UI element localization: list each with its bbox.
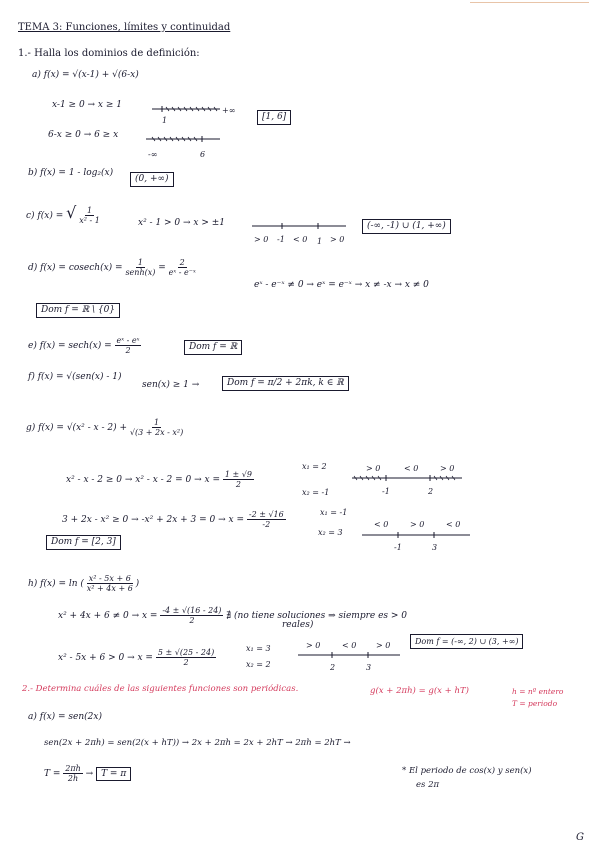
top-margin-line	[470, 2, 589, 3]
c-number-line	[252, 222, 348, 234]
g-denominator: √(3 + 2x - x²)	[129, 428, 184, 437]
e-answer: Dom f = ℝ	[184, 340, 242, 355]
g-function-prefix: g) f(x) = √(x² - x - 2) +	[26, 423, 127, 433]
f-condition: sen(x) ≥ 1 →	[142, 380, 200, 390]
a-function: a) f(x) = √(x-1) + √(6-x)	[32, 70, 139, 80]
g-solution-1-num: 1 ± √9	[224, 470, 252, 479]
ex2-a-answer: T = π	[96, 767, 131, 781]
d-condition: eˣ - e⁻ˣ ≠ 0 → eˣ = e⁻ˣ → x ≠ -x → x ≠ 0	[254, 280, 429, 290]
h-function	[28, 574, 139, 593]
c-sign-1: > 0	[254, 235, 269, 244]
g-sign2-3: < 0	[446, 520, 461, 529]
g-tick1-2: 2	[428, 487, 434, 496]
g-solution-2-den: -2	[262, 520, 271, 529]
a-condition-2: 6-x ≥ 0 → 6 ≥ x	[48, 130, 119, 140]
h-condition-2	[58, 648, 216, 667]
c-function	[26, 203, 100, 225]
c-denominator: x² - 1	[79, 216, 100, 225]
exercise-1-title: 1.- Halla los dominios de definición:	[18, 48, 200, 59]
h-numerator: x² - 5x + 6	[88, 574, 131, 583]
e-denominator: 2	[125, 346, 131, 355]
d-equals: =	[158, 263, 169, 273]
g-condition-1	[66, 470, 254, 489]
e-numerator: eˣ - eˣ	[116, 336, 140, 345]
h-denominator: x² + 4x + 6	[86, 584, 133, 593]
g-condition-2-text: 3 + 2x - x² ≥ 0 → -x² + 2x + 3 = 0 → x =	[62, 515, 244, 525]
g-solution-1	[223, 470, 254, 489]
h-sign2-3: > 0	[376, 641, 391, 650]
a-line2-left: -∞	[148, 150, 158, 159]
g-sign1-2: < 0	[404, 464, 419, 473]
g-number-line-2	[362, 531, 472, 543]
g-numerator: 1	[153, 418, 160, 427]
ex2-a-period-num: 2πh	[65, 764, 81, 773]
e-function	[28, 336, 141, 355]
number-line-2	[146, 134, 222, 148]
ex2-a-period-fraction	[63, 764, 83, 783]
h-function-prefix: h) f(x) = ln (	[28, 579, 84, 589]
c-condition: x² - 1 > 0 → x > ±1	[138, 218, 226, 228]
g-condition-1-text: x² - x - 2 ≥ 0 → x² - x - 2 = 0 → x =	[66, 475, 221, 485]
f-function: f) f(x) = √(sen(x) - 1)	[28, 372, 122, 382]
h-condition-1-text: x² + 4x + 6 ≠ 0 → x =	[58, 611, 158, 621]
d-fraction-2	[169, 258, 196, 277]
g-sign1-1: > 0	[366, 464, 381, 473]
g-fraction	[130, 418, 183, 437]
g-function	[26, 418, 183, 437]
h-answer: Dom f = (-∞, 2) ∪ (3, +∞)	[410, 634, 523, 649]
ex2-a-derivation: sen(2x + 2πh) = sen(2(x + hT)) → 2x + 2πh = 2x + 2hT → 2πh = 2hT →	[44, 738, 351, 748]
b-answer: (0, +∞)	[130, 172, 174, 187]
c-tick-2: 1	[317, 237, 323, 246]
g-tick1-1: -1	[382, 487, 390, 496]
b-function: b) f(x) = 1 - log₂(x)	[28, 168, 114, 178]
exercise-2-title: 2.- Determina cuáles de las siguientes funciones son periódicas.	[22, 684, 299, 694]
g-solution-2	[247, 510, 286, 529]
note-integer: h = nº entero	[512, 687, 564, 696]
h-function-suffix: )	[135, 579, 140, 589]
g-tick2-1: -1	[394, 543, 402, 552]
h-condition-2-text: x² - 5x + 6 > 0 → x =	[58, 653, 153, 663]
e-function-prefix: e) f(x) = sech(x) =	[28, 341, 112, 351]
page-mark: G	[576, 832, 584, 843]
g-number-line-1	[352, 474, 464, 486]
ex2-a-function: a) f(x) = sen(2x)	[28, 712, 102, 722]
g-root-1a: x₁ = 2	[302, 462, 327, 471]
h-condition-1	[58, 606, 407, 625]
g-solution-2-num: -2 ± √16	[248, 510, 284, 519]
h-note-1b: reales)	[282, 620, 314, 630]
ex2-a-arrow: →	[85, 769, 97, 779]
g-root-1b: x₂ = -1	[302, 488, 330, 497]
c-numerator: 1	[86, 206, 93, 215]
a-condition-1: x-1 ≥ 0 → x ≥ 1	[52, 100, 123, 110]
d-fraction-1-num: 1	[137, 258, 143, 267]
g-root-2b: x₂ = 3	[318, 528, 343, 537]
h-fraction	[87, 574, 133, 593]
g-tick2-2: 3	[432, 543, 438, 552]
h-sign2-2: < 0	[342, 641, 357, 650]
g-condition-2	[62, 510, 286, 529]
h-root-2a: x₁ = 3	[246, 644, 271, 653]
h-root-2b: x₂ = 2	[246, 660, 271, 669]
h-tick2-1: 2	[330, 663, 336, 672]
ex2-a-period-den: 2h	[67, 774, 79, 783]
h-solution-2	[156, 648, 216, 667]
d-answer: Dom f = ℝ \ {0}	[36, 303, 120, 318]
d-fraction-1-den: senh(x)	[125, 268, 156, 277]
a-answer: [1, 6]	[257, 110, 291, 125]
c-function-prefix: c) f(x) =	[26, 211, 64, 221]
f-answer: Dom f = π/2 + 2πk, k ∈ ℝ	[222, 376, 349, 391]
a-line2-tick: 6	[200, 150, 206, 159]
g-solution-1-den: 2	[235, 480, 241, 489]
c-sqrt-symbol: √	[66, 203, 77, 222]
note-period: T = periodo	[512, 699, 558, 708]
h-note-1: ∄ (no tiene soluciones ⇒ siempre es > 0	[226, 611, 408, 621]
h-tick2-2: 3	[366, 663, 372, 672]
ex2-side-note-2: es 2π	[416, 780, 440, 790]
a-line1-tick: 1	[162, 116, 168, 125]
g-sign2-2: > 0	[410, 520, 425, 529]
h-solution-1-den: 2	[189, 616, 195, 625]
h-sign2-1: > 0	[306, 641, 321, 650]
d-fraction-2-den: eˣ - e⁻ˣ	[168, 268, 196, 277]
h-solution-1-num: -4 ± √(16 - 24)	[162, 606, 222, 615]
c-tick-1: -1	[277, 235, 285, 244]
periodicity-formula: g(x + 2πh) = g(x + hT)	[370, 686, 469, 696]
g-sign2-1: < 0	[374, 520, 389, 529]
ex2-a-period-prefix: T =	[44, 769, 61, 779]
e-fraction	[115, 336, 142, 355]
page-title: TEMA 3: Funciones, límites y continuidad	[18, 22, 231, 33]
h-number-line	[298, 651, 402, 663]
c-sign-3: > 0	[330, 235, 345, 244]
c-sign-2: < 0	[293, 235, 308, 244]
a-line1-label: +∞	[222, 106, 236, 115]
g-answer: Dom f = [2, 3]	[46, 535, 121, 550]
g-sign1-3: > 0	[440, 464, 455, 473]
g-root-2a: x₁ = -1	[320, 508, 348, 517]
d-fraction-1	[125, 258, 155, 277]
h-solution-2-num: 5 ± √(25 - 24)	[157, 648, 215, 657]
ex2-a-period	[44, 764, 131, 783]
ex2-side-note-1: * El periodo de cos(x) y sen(x)	[402, 766, 532, 776]
c-answer: (-∞, -1) ∪ (1, +∞)	[362, 219, 451, 234]
h-solution-2-den: 2	[183, 658, 189, 667]
h-solution-1	[160, 606, 223, 625]
d-function-prefix: d) f(x) = cosech(x) =	[28, 263, 123, 273]
d-fraction-2-num: 2	[179, 258, 185, 267]
d-function	[28, 258, 196, 277]
c-fraction	[79, 206, 100, 225]
